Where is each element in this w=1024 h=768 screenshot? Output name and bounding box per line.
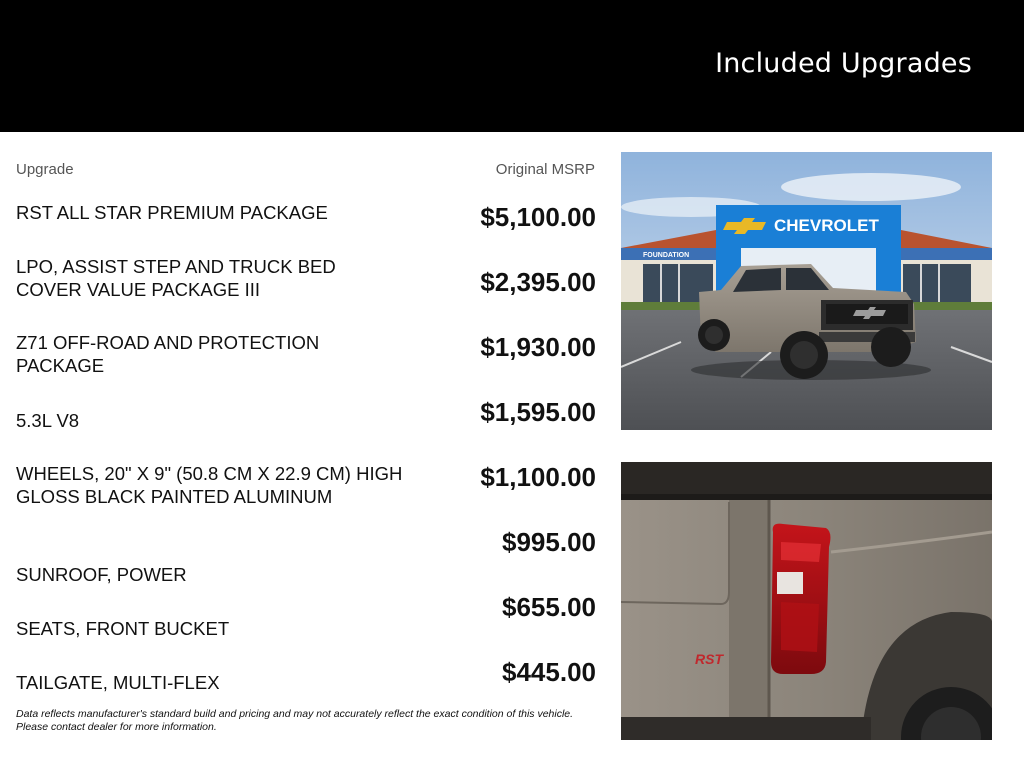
disclaimer-line: Please contact dealer for more information. (16, 720, 217, 733)
upgrade-price: $2,395.00 (480, 267, 596, 297)
upgrade-name: SUNROOF, POWER (16, 564, 187, 585)
upgrade-price: $5,100.00 (480, 202, 596, 232)
upgrade-price: $1,595.00 (480, 397, 596, 427)
upgrade-name: 5.3L V8 (16, 410, 80, 431)
msrp-column-header: Original MSRP (495, 161, 595, 178)
foundation-sign: FOUNDATION (643, 252, 690, 259)
upgrade-name: RST ALL STAR PREMIUM PACKAGE (16, 202, 328, 223)
disclaimer (16, 708, 616, 733)
chevrolet-sign: CHEVROLET (774, 216, 879, 235)
upgrade-name: LPO, ASSIST STEP AND TRUCK BED COVER VALUE PACKAGE III (16, 256, 336, 300)
upgrade-price: $655.00 (502, 592, 596, 622)
upgrade-name: TAILGATE, MULTI-FLEX (16, 672, 220, 693)
upgrade-price: $1,100.00 (480, 462, 596, 492)
upgrade-name: WHEELS, 20" X 9" (50.8 CM X 22.9 CM) HIGH GLOSS BLACK PAINTED ALUMINUM (16, 463, 403, 507)
upgrade-name: Z71 OFF-ROAD AND PROTECTION PACKAGE (16, 332, 320, 376)
upgrade-price: $995.00 (502, 527, 596, 557)
upgrade-name: SEATS, FRONT BUCKET (16, 618, 230, 639)
header-bar (0, 0, 1024, 132)
dealership-truck-photo (621, 152, 992, 430)
upgrade-column-header: Upgrade (16, 161, 74, 178)
upgrade-price: $1,930.00 (480, 332, 596, 362)
rst-badge: RST (695, 651, 723, 667)
upgrade-price: $445.00 (502, 657, 596, 687)
page-title: Included Upgrades (715, 48, 972, 79)
disclaimer-line: Data reflects manufacturer's standard build and pricing and may not accurately reflect the exact condition of this vehicle. (16, 708, 574, 720)
taillight-detail-photo (621, 462, 992, 740)
